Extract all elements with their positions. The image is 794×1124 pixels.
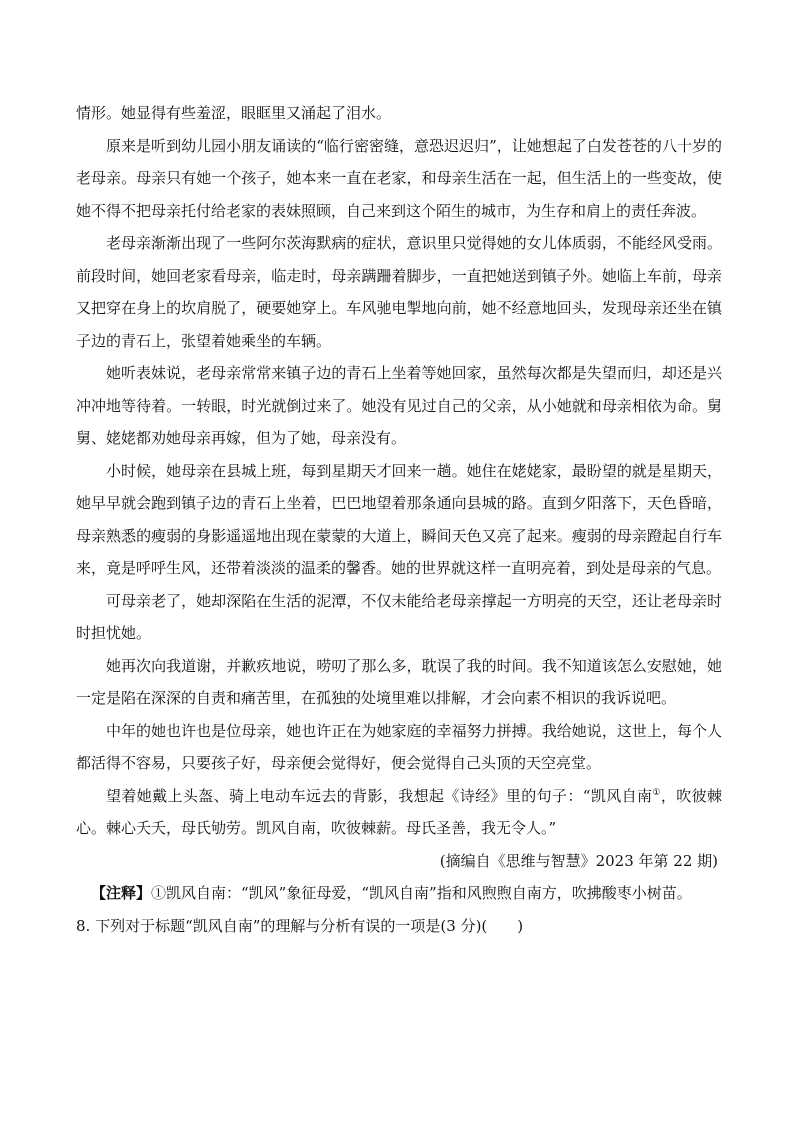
paragraph-9-text-a: 望着她戴上头盔、骑上电动车远去的背影，我想起《诗经》里的句子：“凯风自南 (106, 786, 653, 805)
paragraph-7: 她再次向我道谢，并歉疚地说，唠叨了那么多，耽误了我的时间。我不知道该怎么安慰她，她一定是陷在深深的自责和痛苦里，在孤独的处境里难以排解，才会向素不相识的我诉说吧。 (76, 656, 722, 707)
article-body (76, 97, 722, 942)
paragraph-1: 情形。她显得有些羞涩，眼眶里又涌起了泪水。 (76, 104, 392, 122)
annotation-text: ①凯风自南：“凯风”象征母爱，“凯风自南”指和风煦煦自南方，吹拂酸枣小树苗。 (151, 884, 692, 902)
source-citation: (摘编自《思维与智慧》2023 年第 22 期) (439, 851, 718, 870)
question-8: 8. 下列对于标题“凯风自南”的理解与分析有误的一项是(3 分)( ) (76, 916, 524, 935)
paragraph-9-text-b: ，吹彼棘心。棘心夭夭，母氏劬劳。凯风自南，吹彼棘薪。母氏圣善，我无令人。” (76, 786, 722, 837)
paragraph-9 (76, 780, 722, 845)
paragraph-2: 原来是听到幼儿园小朋友诵读的“临行密密缝，意恐迟迟归”，让她想起了白发苍苍的八十岁的老母亲。母亲只有她一个孩子，她本来一直在老家，和母亲生活在一起，但生活上的一些变故，使她不得不把母亲托付给老家的表妹照顾，自己来到这个陌生的城市，为生存和肩上的责任奔波。 (76, 136, 722, 220)
paragraph-6: 可母亲老了，她却深陷在生活的泥潭，不仅未能给老母亲撑起一方明亮的天空，还让老母亲时时担忧她。 (76, 591, 722, 642)
annotation-tag: 【注释】 (91, 884, 152, 902)
paragraph-5: 小时候，她母亲在县城上班，每到星期天才回来一趟。她住在姥姥家，最盼望的就是星期天，她早早就会跑到镇子边的青石上坐着，巴巴地望着那条通向县城的路。直到夕阳落下，天色昏暗，母亲熟悉的瘦弱的身影遥遥地出现在蒙蒙的大道上，瞬间天色又亮了起来。瘦弱的母亲蹬起自行车来，竟是呼呼生风，还带着淡淡的温柔的馨香。她的世界就这样一直明亮着，到处是母亲的气息。 (76, 461, 722, 577)
paragraph-3: 老母亲渐渐出现了一些阿尔茨海默病的症状，意识里只觉得她的女儿体质弱，不能经风受雨。前段时间，她回老家看母亲，临走时，母亲蹒跚着脚步，一直把她送到镇子外。她临上车前，母亲又把穿在身上的坎肩脱了，硬要她穿上。车风驰电掣地向前，她不经意地回头，发现母亲还坐在镇子边的青石上，张望着她乘坐的车辆。 (76, 234, 722, 350)
annotation (76, 877, 722, 910)
paragraph-8: 中年的她也许也是位母亲，她也许正在为她家庭的幸福努力拼搏。我给她说，这世上，每个人都活得不容易，只要孩子好，母亲便会觉得好，便会觉得自己头顶的天空亮堂。 (76, 721, 722, 772)
paragraph-4: 她听表妹说，老母亲常常来镇子边的青石上坐着等她回家，虽然每次都是失望而归，却还是兴冲冲地等待着。一转眼，时光就倒过来了。她没有见过自己的父亲，从小她就和母亲相依为命。舅舅、姥姥都劝她母亲再嫁，但为了她，母亲没有。 (76, 364, 722, 447)
footnote-marker: ① (652, 787, 661, 798)
